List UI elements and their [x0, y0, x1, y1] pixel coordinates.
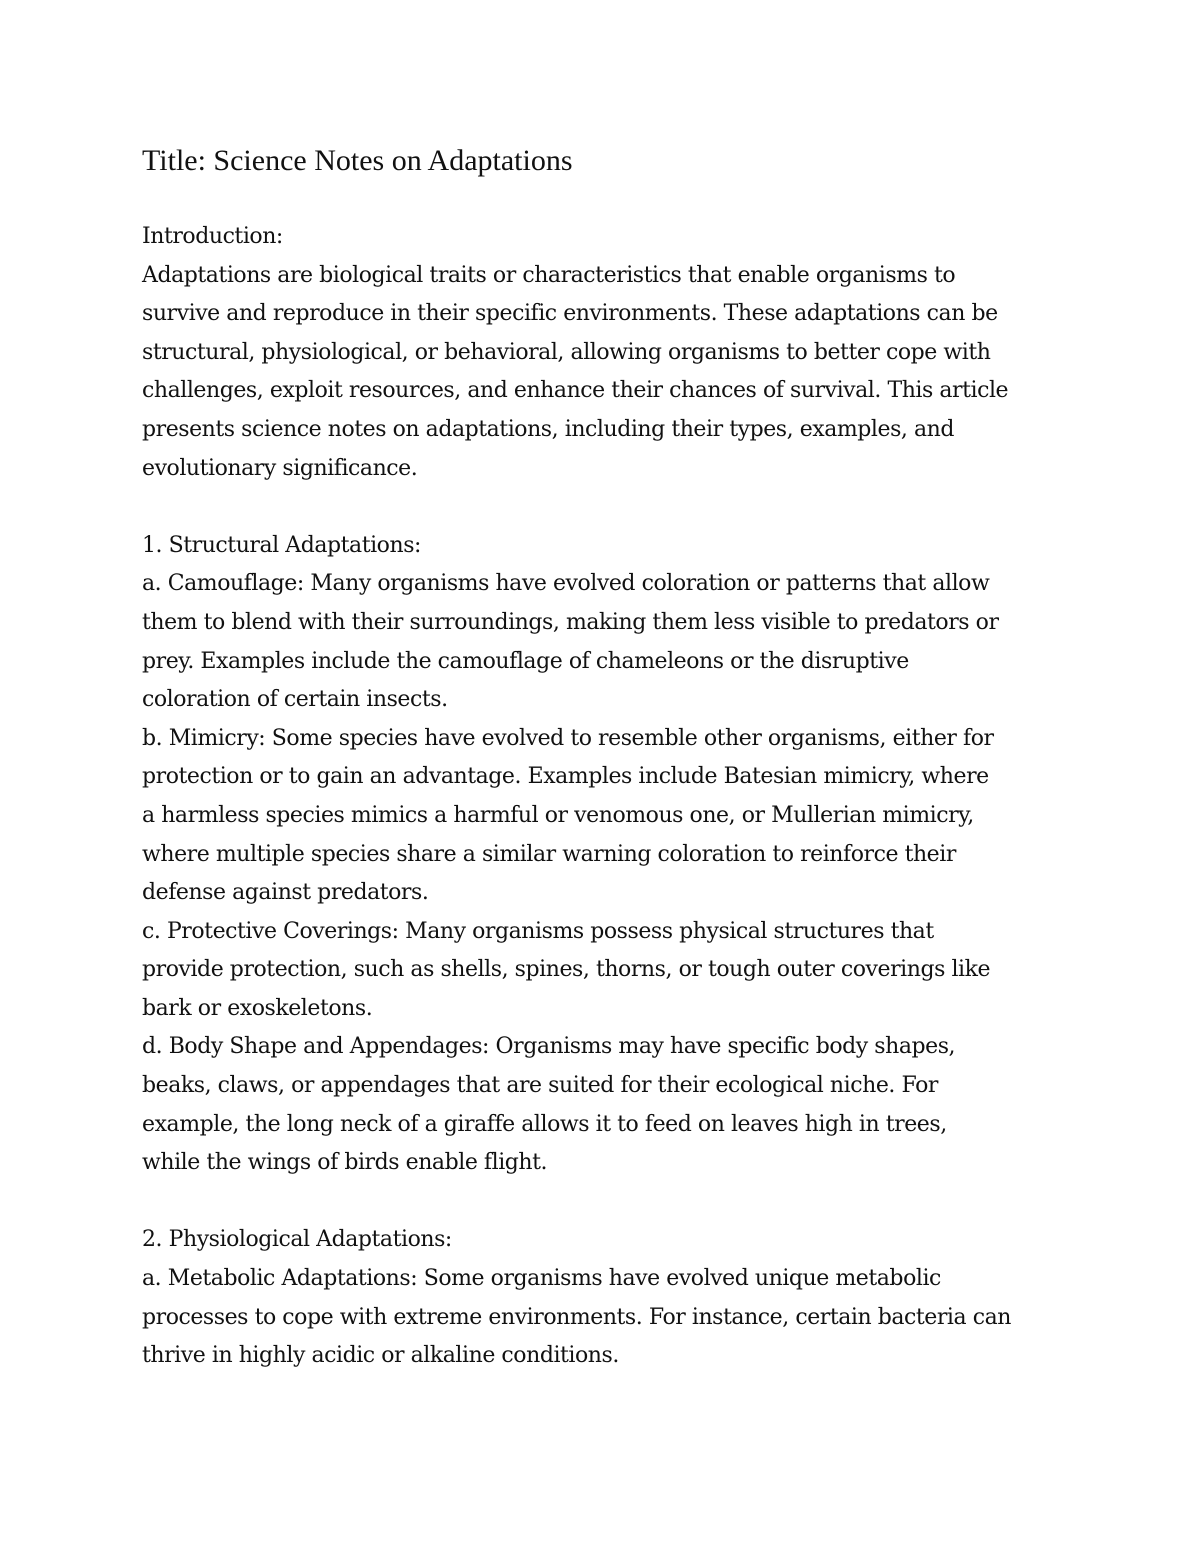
section-line: beaks, claws, or appendages that are suited for their ecological niche. For — [142, 1073, 938, 1099]
section-line: c. Protective Coverings: Many organisms possess physical structures that — [142, 918, 934, 944]
section-line: bark or exoskeletons. — [142, 995, 373, 1021]
section-line: where multiple species share a similar warning coloration to reinforce their — [142, 841, 956, 867]
introduction-heading: Introduction: — [142, 224, 283, 249]
section-line: while the wings of birds enable flight. — [142, 1150, 548, 1176]
introduction-line: structural, physiological, or behavioral, allowing organisms to better cope with — [142, 339, 991, 365]
introduction-line: challenges, exploit resources, and enhance their chances of survival. This article — [142, 378, 1009, 404]
section-heading-physiological: 2. Physiological Adaptations: — [142, 1227, 452, 1253]
introduction-line: presents science notes on adaptations, including their types, examples, and — [142, 416, 955, 442]
section-heading-structural: 1. Structural Adaptations: — [142, 532, 421, 558]
section-line: a. Camouflage: Many organisms have evolved coloration or patterns that allow — [142, 571, 990, 597]
section-line: b. Mimicry: Some species have evolved to resemble other organisms, either for — [142, 725, 994, 751]
section-line: d. Body Shape and Appendages: Organisms may have specific body shapes, — [142, 1034, 956, 1060]
document-title: Title: Science Notes on Adaptations — [142, 144, 573, 177]
section-line: defense against predators. — [142, 880, 429, 906]
section-line: protection or to gain an advantage. Examples include Batesian mimicry, where — [142, 764, 989, 790]
section-line: a. Metabolic Adaptations: Some organisms have evolved unique metabolic — [142, 1266, 941, 1292]
section-line: a harmless species mimics a harmful or venomous one, or Mullerian mimicry, — [142, 802, 974, 828]
section-line: prey. Examples include the camouflage of chameleons or the disruptive — [142, 648, 909, 674]
introduction-line: evolutionary significance. — [142, 455, 418, 481]
section-line: coloration of certain insects. — [142, 687, 448, 713]
paragraph-spacer — [142, 488, 1072, 527]
introduction-line: survive and reproduce in their specific environments. These adaptations can be — [142, 301, 998, 327]
section-line: them to blend with their surroundings, making them less visible to predators or — [142, 609, 999, 635]
paragraph-spacer — [142, 1183, 1072, 1222]
document-body — [142, 218, 1072, 1376]
section-line: processes to cope with extreme environments. For instance, certain bacteria can — [142, 1304, 1011, 1330]
introduction-line: Adaptations are biological traits or characteristics that enable organisms to — [142, 262, 956, 288]
section-line: provide protection, such as shells, spines, thorns, or tough outer coverings like — [142, 957, 991, 983]
section-line: example, the long neck of a giraffe allows it to feed on leaves high in trees, — [142, 1111, 947, 1137]
section-line: thrive in highly acidic or alkaline conditions. — [142, 1343, 619, 1369]
